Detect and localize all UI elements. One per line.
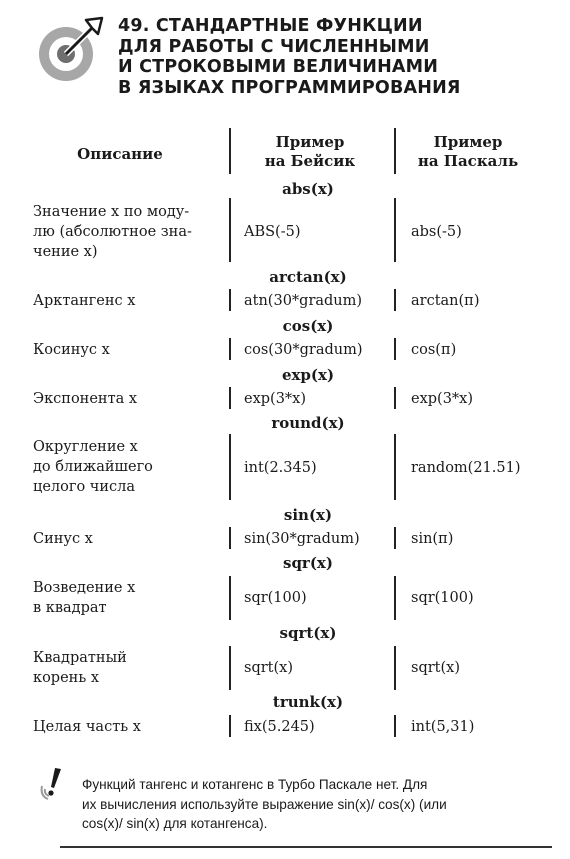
- row-description: [33, 578, 223, 618]
- desc-line: Значение x по моду-: [33, 204, 190, 220]
- row-description: [33, 340, 223, 360]
- row-description: [33, 717, 223, 737]
- column-divider: [229, 387, 231, 409]
- row-description: [33, 529, 223, 549]
- column-divider: [229, 715, 231, 737]
- desc-line: Косинус x: [33, 342, 110, 358]
- column-divider: [229, 128, 231, 174]
- function-name: abs(x): [282, 180, 334, 198]
- desc-line: в квадрат: [33, 600, 107, 616]
- header-pascal-line: на Паскаль: [417, 152, 519, 170]
- row-description: [33, 389, 223, 409]
- pascal-example: arctan(п): [411, 293, 480, 309]
- function-name: sqrt(x): [279, 624, 337, 642]
- desc-line: Целая часть x: [33, 719, 141, 735]
- desc-line: Округление x: [33, 439, 138, 455]
- pascal-example: sqrt(x): [411, 660, 460, 676]
- column-divider: [394, 198, 396, 262]
- note-underline: [60, 846, 552, 848]
- title-line: 49. СТАНДАРТНЫЕ ФУНКЦИИ: [118, 16, 423, 36]
- header-basic: [230, 133, 390, 171]
- column-divider: [394, 387, 396, 409]
- pascal-example: random(21.51): [411, 460, 521, 476]
- note-line: cos(x)/ sin(x) для котангенса).: [82, 816, 268, 831]
- column-divider: [229, 338, 231, 360]
- pascal-example: exp(3*x): [411, 391, 474, 407]
- basic-example: sqrt(x): [244, 660, 293, 676]
- column-divider: [394, 715, 396, 737]
- pascal-example: cos(п): [411, 342, 457, 358]
- column-divider: [394, 128, 396, 174]
- desc-line: целого числа: [33, 479, 136, 495]
- header-basic-line: на Бейсик: [264, 152, 356, 170]
- basic-example: atn(30*gradum): [244, 293, 363, 309]
- desc-line: Квадратный: [33, 650, 127, 666]
- header-pascal: [388, 133, 548, 171]
- header-pascal-line: Пример: [433, 133, 503, 151]
- desc-line: Возведение x: [33, 580, 136, 596]
- row-description: [33, 648, 223, 688]
- basic-example: ABS(-5): [244, 224, 301, 240]
- header-description: Описание: [77, 145, 163, 163]
- note-line: Функций тангенс и котангенс в Турбо Паскале нет. Для: [82, 777, 428, 792]
- desc-line: Экспонента x: [33, 391, 138, 407]
- basic-example: exp(3*x): [244, 391, 307, 407]
- pascal-example: sin(п): [411, 531, 454, 547]
- row-description: [33, 202, 223, 262]
- desc-line: Арктангенс x: [33, 293, 136, 309]
- function-name: round(x): [271, 414, 345, 432]
- basic-example: cos(30*gradum): [244, 342, 363, 358]
- function-name: sqr(x): [283, 554, 333, 572]
- column-divider: [229, 576, 231, 620]
- function-name: sin(x): [283, 506, 333, 524]
- column-divider: [394, 576, 396, 620]
- note-line: их вычисления используйте выражение sin(x)/ cos(x) (или: [82, 796, 447, 812]
- pascal-example: int(5,31): [411, 719, 475, 735]
- basic-example: sin(30*gradum): [244, 531, 360, 547]
- function-name: arctan(x): [269, 268, 347, 286]
- column-divider: [229, 434, 231, 500]
- function-name: cos(x): [282, 317, 334, 335]
- column-divider: [229, 198, 231, 262]
- column-divider: [394, 434, 396, 500]
- basic-example: int(2.345): [244, 460, 317, 476]
- function-name: trunk(x): [272, 693, 344, 711]
- pascal-example: abs(-5): [411, 224, 462, 240]
- column-divider: [229, 527, 231, 549]
- header-basic-line: Пример: [275, 133, 345, 151]
- desc-line: чение x): [33, 244, 98, 260]
- column-divider: [394, 338, 396, 360]
- pascal-example: sqr(100): [411, 590, 474, 606]
- desc-line: корень x: [33, 670, 100, 686]
- row-description: [33, 291, 223, 311]
- function-name: exp(x): [281, 366, 335, 384]
- column-divider: [229, 289, 231, 311]
- desc-line: Синус x: [33, 531, 93, 547]
- attention-note-icon: [38, 766, 66, 802]
- column-divider: [394, 646, 396, 690]
- desc-line: до ближайшего: [33, 459, 153, 475]
- title-line: ДЛЯ РАБОТЫ С ЧИСЛЕННЫМИ: [118, 36, 430, 57]
- basic-example: fix(5.245): [244, 719, 315, 735]
- column-divider: [394, 289, 396, 311]
- basic-example: sqr(100): [244, 590, 307, 606]
- row-description: [33, 437, 223, 497]
- note-text: [82, 775, 552, 834]
- column-divider: [394, 527, 396, 549]
- column-divider: [229, 646, 231, 690]
- title-line: В ЯЗЫКАХ ПРОГРАММИРОВАНИЯ: [118, 77, 461, 98]
- desc-line: лю (абсолютное зна-: [33, 224, 192, 240]
- title-line: И СТРОКОВЫМИ ВЕЛИЧИНАМИ: [118, 57, 439, 77]
